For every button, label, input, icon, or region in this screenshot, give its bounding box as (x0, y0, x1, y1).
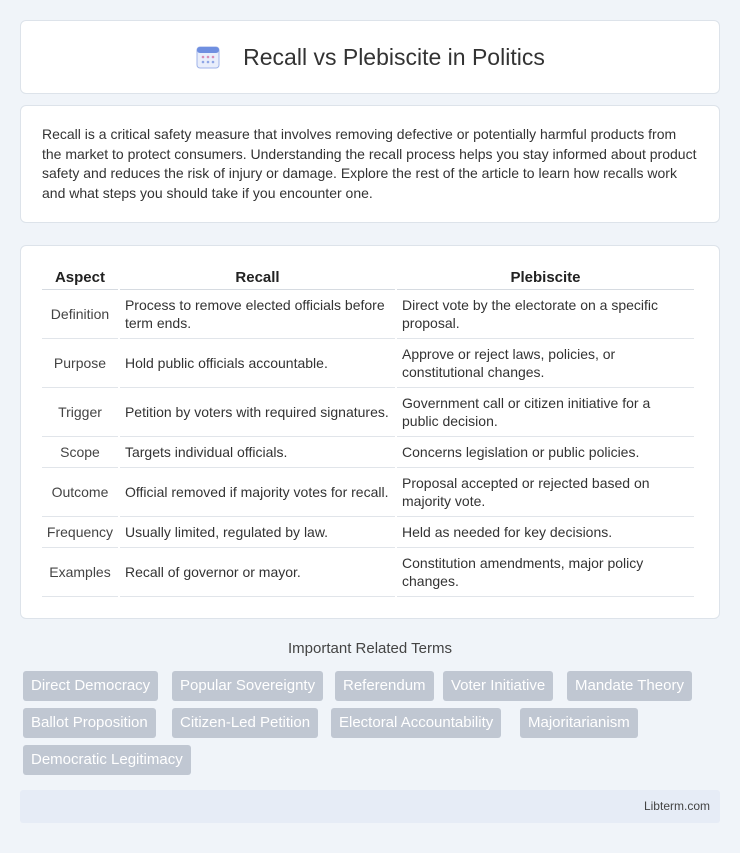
table-row (42, 437, 694, 468)
table-header-row (42, 266, 694, 290)
recall-cell: Process to remove elected officials before term ends. (120, 290, 395, 339)
recall-cell: Usually limited, regulated by law. (120, 517, 395, 548)
plebiscite-cell: Government call or citizen initiative for a public decision. (397, 388, 694, 437)
aspect-cell: Purpose (42, 339, 118, 388)
table-row (42, 388, 694, 437)
table-row (42, 339, 694, 388)
recall-cell: Hold public officials accountable. (120, 339, 395, 388)
column-header-aspect: Aspect (42, 266, 118, 290)
table-row (42, 517, 694, 548)
tag-mandate-theory[interactable]: Mandate Theory (567, 671, 692, 701)
column-header-plebiscite: Plebiscite (397, 266, 694, 290)
table-row (42, 468, 694, 517)
calendar-icon (195, 44, 221, 70)
comparison-section (20, 245, 720, 619)
aspect-cell: Scope (42, 437, 118, 468)
plebiscite-cell: Concerns legislation or public policies. (397, 437, 694, 468)
table-row (42, 548, 694, 597)
page-header (20, 20, 720, 94)
intro-text: Recall is a critical safety measure that involves removing defective or potentially harmful products from the market to protect consumers. Understanding the recall process helps you stay informed about product safety and reduces the risk of injury or damage. Explore the rest of the article to learn how recalls work and what steps you should take if you encounter one. (42, 126, 697, 201)
page-title: Recall vs Plebiscite in Politics (243, 43, 545, 70)
tag-ballot-proposition[interactable]: Ballot Proposition (23, 708, 156, 738)
intro-section (20, 105, 720, 223)
column-header-recall: Recall (120, 266, 395, 290)
recall-cell: Targets individual officials. (120, 437, 395, 468)
tag-voter-initiative[interactable]: Voter Initiative (443, 671, 553, 701)
tag-popular-sovereignty[interactable]: Popular Sovereignty (172, 671, 323, 701)
plebiscite-cell: Approve or reject laws, policies, or constitutional changes. (397, 339, 694, 388)
footer (20, 790, 720, 823)
tag-direct-democracy[interactable]: Direct Democracy (23, 671, 158, 701)
plebiscite-cell: Direct vote by the electorate on a specific proposal. (397, 290, 694, 339)
aspect-cell: Examples (42, 548, 118, 597)
tag-citizen-led-petition[interactable]: Citizen-Led Petition (172, 708, 318, 738)
tag-democratic-legitimacy[interactable]: Democratic Legitimacy (23, 745, 191, 775)
recall-cell: Petition by voters with required signatures. (120, 388, 395, 437)
tag-referendum[interactable]: Referendum (335, 671, 434, 701)
table-row (42, 290, 694, 339)
plebiscite-cell: Constitution amendments, major policy changes. (397, 548, 694, 597)
recall-cell: Recall of governor or mayor. (120, 548, 395, 597)
footer-site-link[interactable]: Libterm.com (643, 799, 710, 813)
plebiscite-cell: Proposal accepted or rejected based on majority vote. (397, 468, 694, 517)
aspect-cell: Outcome (42, 468, 118, 517)
related-terms-title: Important Related Terms (288, 640, 452, 657)
aspect-cell: Definition (42, 290, 118, 339)
aspect-cell: Frequency (42, 517, 118, 548)
aspect-cell: Trigger (42, 388, 118, 437)
tag-majoritarianism[interactable]: Majoritarianism (520, 708, 638, 738)
plebiscite-cell: Held as needed for key decisions. (397, 517, 694, 548)
comparison-table (40, 266, 696, 597)
recall-cell: Official removed if majority votes for recall. (120, 468, 395, 517)
tag-electoral-accountability[interactable]: Electoral Accountability (331, 708, 501, 738)
